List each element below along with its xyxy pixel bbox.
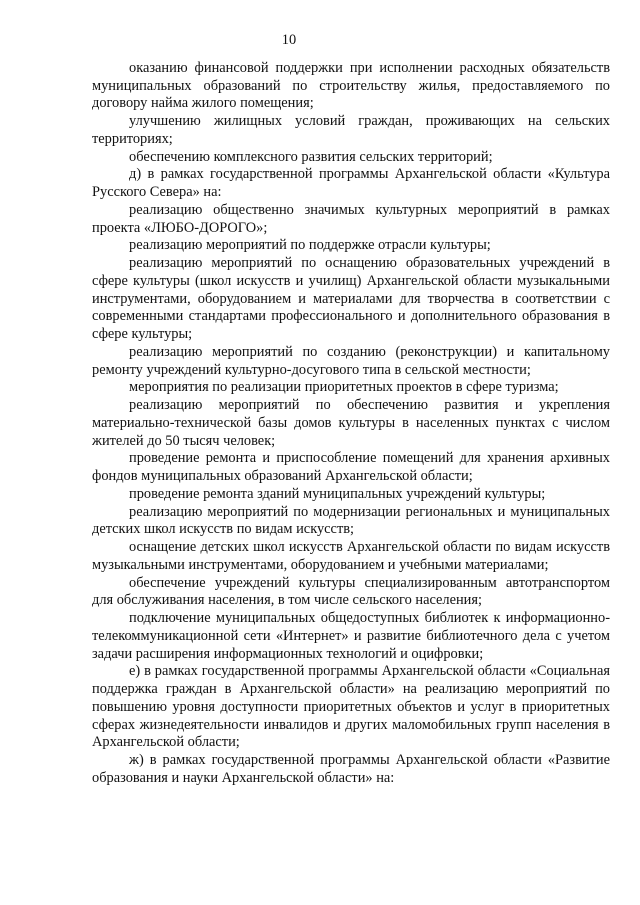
paragraph-0: оказанию финансовой поддержки при исполнении расходных обязательств муниципальных образований по строительству жилья, предоставляемого по договору найма жилого помещения; bbox=[92, 59, 610, 112]
paragraph-7: реализацию мероприятий по созданию (реконструкции) и капитальному ремонту учреждений культурно-досугового типа в сельской местности; bbox=[92, 343, 610, 378]
paragraph-17: ж) в рамках государственной программы Архангельской области «Развитие образования и науки Архангельской области» на: bbox=[92, 752, 610, 786]
page-number: 10 bbox=[281, 32, 297, 48]
paragraph-14: обеспечение учреждений культуры специализированным автотранспортом для обслуживания населения, в том числе сельского населения; bbox=[92, 574, 610, 609]
paragraph-16: е) в рамках государственной программы Архангельской области «Социальная поддержка граждан в Архангельской области» на реализацию мероприятий по повышению уровня доступности приоритетных объектов и услуг в приоритетных сферах жизнедеятельности инвалидов и других маломобильных групп населения в Архангельской области; bbox=[92, 663, 610, 751]
paragraph-13: оснащение детских школ искусств Архангельской области по видам искусств музыкальными инструментами, оборудованием и учебными материалами; bbox=[92, 539, 610, 573]
paragraph-1: улучшению жилищных условий граждан, проживающих на сельских территориях; bbox=[92, 113, 610, 147]
paragraph-6: реализацию мероприятий по оснащению образовательных учреждений в сфере культуры (школ искусств и училищ) Архангельской области музыкальными инструментами, оборудованием и материалами для творчества в соответствии с современными стандартами профессионального и дополнительного образования в сфере культуры; bbox=[92, 255, 610, 342]
paragraph-11: проведение ремонта зданий муниципальных учреждений культуры; bbox=[129, 485, 546, 502]
paragraph-12: реализацию мероприятий по модернизации региональных и муниципальных детских школ искусств по видам искусств; bbox=[92, 503, 610, 538]
paragraph-9: реализацию мероприятий по обеспечению развития и укрепления материально-технической базы домов культуры в населенных пунктах с числом жителей до 50 тысяч человек; bbox=[92, 397, 610, 449]
paragraph-5: реализацию мероприятий по поддержке отрасли культуры; bbox=[129, 237, 491, 254]
paragraph-2: обеспечению комплексного развития сельских территорий; bbox=[129, 148, 493, 165]
paragraph-8: мероприятия по реализации приоритетных проектов в сфере туризма; bbox=[129, 379, 559, 396]
paragraph-4: реализацию общественно значимых культурных мероприятий в рамках проекта «ЛЮБО-ДОРОГО»; bbox=[92, 201, 610, 236]
paragraph-15: подключение муниципальных общедоступных библиотек к информационно-телекоммуникационной сети «Интернет» и развитие библиотечного дела с учетом задачи расширения информационных технологий и оцифровки; bbox=[92, 610, 610, 662]
paragraph-3: д) в рамках государственной программы Архангельской области «Культура Русского Севера» на: bbox=[92, 166, 610, 200]
paragraph-10: проведение ремонта и приспособление помещений для хранения архивных фондов муниципальных образований Архангельской области; bbox=[92, 450, 610, 484]
